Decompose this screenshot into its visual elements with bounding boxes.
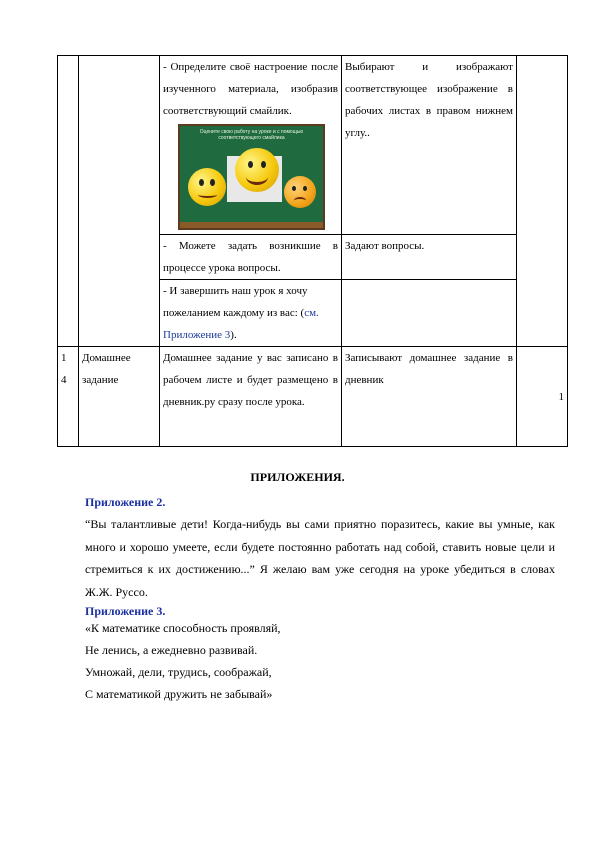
happy-smiley-icon [235, 148, 279, 192]
appendix-2-title: Приложение 2. [85, 495, 166, 509]
poem-line: «К математике способность проявляй, [85, 621, 281, 635]
poem-line: Умножай, дели, трудись, соображай, [85, 665, 272, 679]
table-row-homework [58, 347, 568, 447]
teacher-wish-text: - И завершить наш урок я хочу пожеланием каждому из вас: ( [163, 285, 308, 319]
students-activity-cell: Выбирают и изображают соответствующее изображение в рабочих листах в правом нижнем углу.. [342, 56, 517, 235]
appendix-3-link[interactable]: см. Приложение 3 [163, 307, 319, 341]
time-cell [517, 56, 568, 347]
teacher-wish-cell [160, 280, 342, 347]
board-ledge [180, 222, 323, 228]
table-row-reflection [58, 56, 568, 235]
teacher-questions-cell: - Можете задать возникшие в процессе урока вопросы. [160, 235, 342, 280]
students-wish-cell [342, 280, 517, 347]
appendices-heading: ПРИЛОЖЕНИЯ. [250, 470, 345, 484]
thinking-smiley-icon [188, 168, 226, 206]
students-questions-cell: Задают вопросы. [342, 235, 517, 280]
teacher-activity-text: - Определите своё настроение после изученного материала, изобразив соответствующий смайлик. [163, 61, 338, 117]
teacher-activity-cell [160, 56, 342, 235]
sad-smiley-icon [284, 176, 316, 208]
appendix-2-text: “Вы талантливые дети! Когда-нибудь вы сами приятно поразитесь, какие вы умные, как много и хорошо умеете, если будете постоянно работать над собой, ставить новые цели и стремиться к их достижению...” Я желаю вам уже сегодня на уроке убедиться в словах Ж.Ж. Руссо. [85, 517, 555, 599]
board-caption: Оцените свою работу на уроке и с помощью соответствующего смайлика [199, 129, 304, 141]
row-number-cell: 1 4 [58, 347, 79, 447]
stage-cell [79, 56, 160, 347]
teacher-wish-end: ). [230, 329, 237, 341]
time-cell: 1 [517, 347, 568, 447]
poem-line: С математикой дружить не забывай» [85, 687, 273, 701]
appendix-3-poem [85, 617, 281, 705]
teacher-activity-cell: Домашнее задание у вас записано в рабочем листе и будет размещено в дневник.ру сразу после урока. [160, 347, 342, 447]
lesson-table [57, 55, 568, 447]
poem-line: Не ленись, а ежедневно развивай. [85, 643, 258, 657]
stage-cell: Домашнее задание [79, 347, 160, 447]
smiley-board-image [178, 124, 325, 230]
appendix-3-title: Приложение 3. [85, 604, 166, 618]
row-number-cell [58, 56, 79, 347]
students-activity-cell: Записывают домашнее задание в дневник [342, 347, 517, 447]
